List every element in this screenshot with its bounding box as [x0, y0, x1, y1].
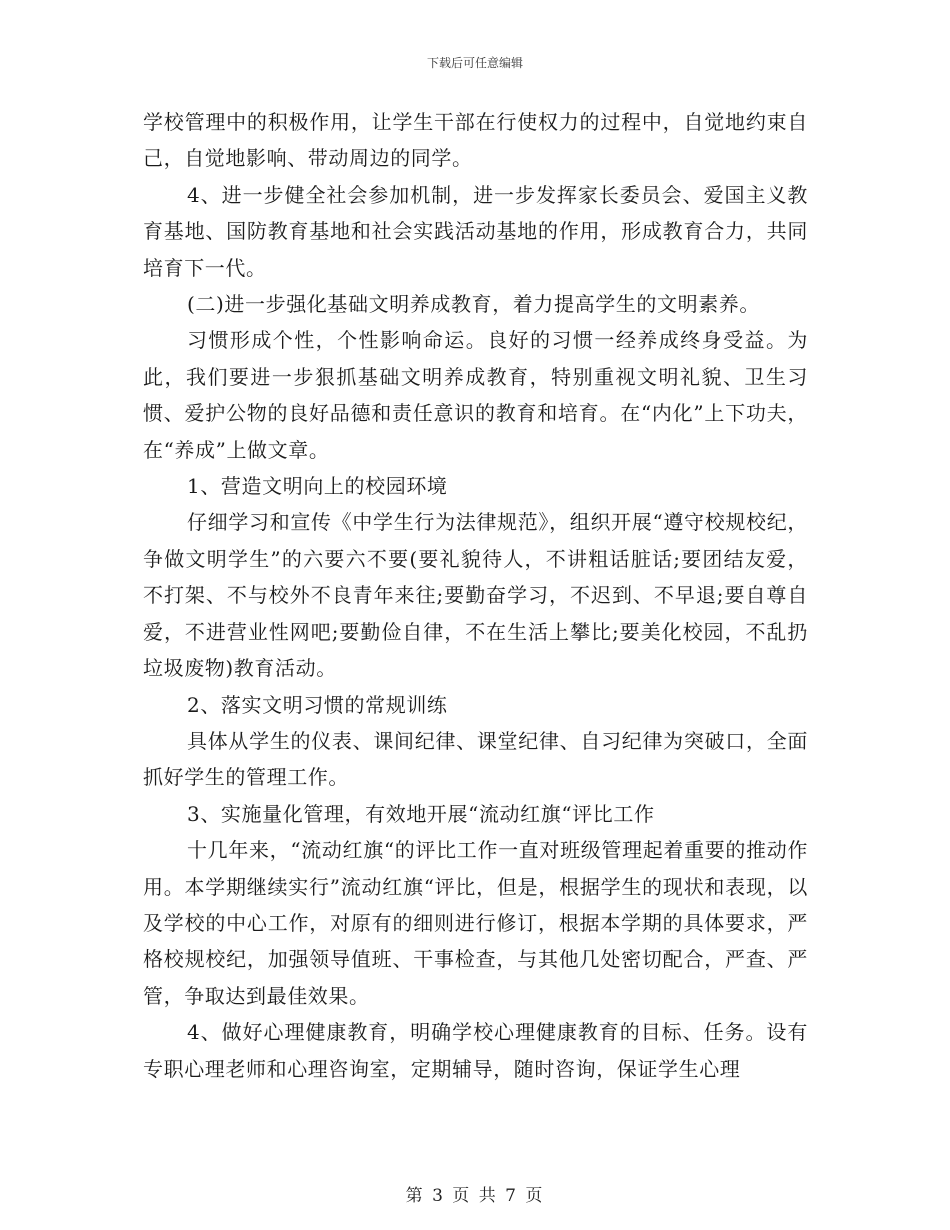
paragraph: 4、进一步健全社会参加机制，进一步发挥家长委员会、爱国主义教育基地、国防教育基地和社会实践活动基地的作用，形成教育合力，共同培育下一代。 — [143, 182, 808, 280]
paragraph: 仔细学习和宣传《中学生行为法律规范》，组织开展“遵守校规校纪，争做文明学生”的六要六不要(要礼貌待人，不讲粗话脏话;要团结友爱，不打架、不与校外不良青年来往;要勤奋学习，不迟到、不早退;要自尊自爱，不进营业性网吧;要勤俭自律，不在生活上攀比;要美化校园，不乱扔垃圾废物)教育活动。 — [143, 510, 808, 681]
paragraph: 习惯形成个性，个性影响命运。良好的习惯一经养成终身受益。为此，我们要进一步狠抓基础文明养成教育，特别重视文明礼貌、卫生习惯、爱护公物的良好品德和责任意识的教育和培育。在“内化”上下功夫，在“养成”上做文章。 — [143, 328, 808, 462]
page-footer: 第 3 页 共 7 页 — [405, 1186, 545, 1206]
paragraph: 3、实施量化管理，有效地开展“流动红旗“评比工作 — [187, 801, 655, 826]
page-header: 下载后可任意编辑 — [426, 56, 523, 70]
paragraph: 2、落实文明习惯的常规训练 — [187, 692, 448, 717]
paragraph: 具体从学生的仪表、课间纪律、课堂纪律、自习纪律为突破口，全面抓好学生的管理工作。 — [143, 728, 808, 790]
paragraph: 学校管理中的积极作用，让学生干部在行使权力的过程中，自觉地约束自己，自觉地影响、带动周边的同学。 — [143, 110, 808, 171]
paragraph: 十几年来，“流动红旗“的评比工作一直对班级管理起着重要的推动作用。本学期继续实行”流动红旗“评比，但是，根据学生的现状和表现，以及学校的中心工作，对原有的细则进行修订，根据本学期的具体要求，严格校规校纪，加强领导值班、干事检查，与其他几处密切配合，严查、严管，争取达到最佳效果。 — [143, 838, 808, 1008]
paragraph: 4、做好心理健康教育，明确学校心理健康教育的目标、任务。设有专职心理老师和心理咨询室，定期辅导，随时咨询，保证学生心理 — [143, 1020, 808, 1081]
paragraph: (二)进一步强化基础文明养成教育，着力提高学生的文明素养。 — [187, 292, 761, 317]
paragraph: 1、营造文明向上的校园环境 — [187, 474, 448, 499]
document-body — [143, 104, 808, 1087]
